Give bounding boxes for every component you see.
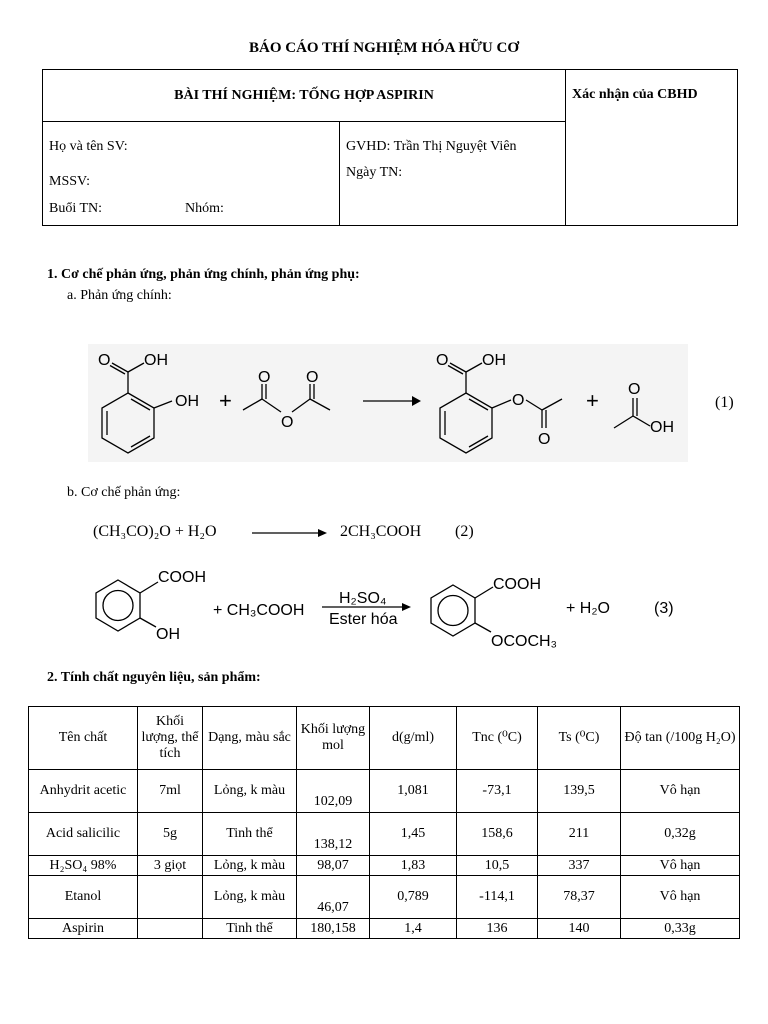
cell: 1,4	[370, 919, 457, 939]
cell: 1,081	[370, 770, 457, 813]
col-header-density: d(g/ml)	[370, 707, 457, 770]
instructor-label: GVHD: Trần Thị Nguyệt Viên	[346, 139, 517, 154]
label-o: O	[512, 392, 525, 409]
cell: 3 giọt	[138, 856, 203, 876]
student-info-cell	[43, 122, 340, 226]
cell: 136	[457, 919, 538, 939]
cell: 0,789	[370, 876, 457, 919]
cell	[138, 876, 203, 919]
col-header-name: Tên chất	[29, 707, 138, 770]
cell: 10,5	[457, 856, 538, 876]
cell: 337	[538, 856, 621, 876]
cell: Aspirin	[29, 919, 138, 939]
equation-3-catalyst: H₂SO₄	[339, 590, 387, 607]
equation-3-reagent: + CH₃COOH	[213, 602, 305, 619]
cell: 211	[538, 813, 621, 856]
cell: Tinh thể	[203, 813, 297, 856]
table-row	[29, 919, 740, 939]
col-header-solubility: Độ tan (/100g H₂O)	[621, 707, 740, 770]
cell: 102,09	[297, 770, 370, 813]
cell: -73,1	[457, 770, 538, 813]
aromatic-circle	[103, 591, 133, 621]
cell: Lỏng, k màu	[203, 770, 297, 813]
label-oh: OH	[144, 352, 168, 369]
col-header-appearance: Dạng, màu sắc	[203, 707, 297, 770]
equation-2-reactants: (CH₃CO)₂O + H₂O	[93, 523, 217, 540]
label-o: O	[258, 369, 271, 386]
cell: 139,5	[538, 770, 621, 813]
experiment-title-cell	[43, 70, 566, 122]
label-o: O	[98, 352, 111, 369]
label-oh: OH	[650, 419, 674, 436]
cell: -114,1	[457, 876, 538, 919]
equation-3-condition: Ester hóa	[329, 611, 398, 628]
header-table	[42, 69, 738, 226]
label-o: O	[306, 369, 319, 386]
plus-sign: +	[219, 388, 232, 413]
report-title: BÁO CÁO THÍ NGHIỆM HÓA HỮU CƠ	[248, 40, 520, 56]
cell: Anhydrit acetic	[29, 770, 138, 813]
cell: 1,83	[370, 856, 457, 876]
equation-3-water: + H₂O	[566, 600, 610, 617]
cell: 158,6	[457, 813, 538, 856]
cell: H₂SO₄ 98%	[29, 856, 138, 876]
table-header-row	[29, 707, 740, 770]
cell: 5g	[138, 813, 203, 856]
label-cooh: COOH	[158, 569, 206, 586]
subsection-a: a. Phản ứng chính:	[67, 288, 172, 303]
cell: 1,45	[370, 813, 457, 856]
cell: 0,33g	[621, 919, 740, 939]
label-o: O	[628, 381, 641, 398]
subsection-b: b. Cơ chế phản ứng:	[67, 485, 181, 500]
col-header-amount: Khối lượng, thể tích	[138, 707, 203, 770]
cell: Lỏng, k màu	[203, 856, 297, 876]
cell: 140	[538, 919, 621, 939]
table-row	[29, 876, 740, 919]
cell: 0,32g	[621, 813, 740, 856]
cell: Vô hạn	[621, 876, 740, 919]
cell: 46,07	[297, 876, 370, 919]
label-ococh3: OCOCH₃	[491, 633, 558, 650]
table-row	[29, 813, 740, 856]
cell: Acid salicilic	[29, 813, 138, 856]
table-row	[29, 856, 740, 876]
equation-2-number: (2)	[455, 523, 474, 540]
main-reaction-scheme	[0, 340, 768, 470]
col-header-boiling-point: Ts (⁰C)	[538, 707, 621, 770]
equation-2-product: 2CH₃COOH	[340, 523, 422, 540]
equation-1-number: (1)	[715, 394, 734, 411]
student-name-label: Họ và tên SV:	[49, 139, 128, 154]
equation-3-number: (3)	[654, 600, 674, 617]
approval-label: Xác nhận của CBHD	[572, 87, 698, 102]
student-id-label: MSSV:	[49, 174, 90, 189]
label-o: O	[436, 352, 449, 369]
cell: 138,12	[297, 813, 370, 856]
cell: Lỏng, k màu	[203, 876, 297, 919]
label-o: O	[538, 431, 551, 448]
col-header-melting-point: Tnc (⁰C)	[457, 707, 538, 770]
label-oh: OH	[482, 352, 506, 369]
cell: Tinh thể	[203, 919, 297, 939]
label-oh: OH	[156, 626, 180, 643]
experiment-title: BÀI THÍ NGHIỆM: TỐNG HỢP ASPIRIN	[174, 88, 434, 103]
aromatic-circle	[438, 596, 468, 626]
date-label: Ngày TN:	[346, 165, 403, 180]
equation-2-arrow	[252, 526, 328, 540]
cell: 78,37	[538, 876, 621, 919]
cell: 98,07	[297, 856, 370, 876]
col-header-molar-mass: Khối lượng mol	[297, 707, 370, 770]
cell	[138, 919, 203, 939]
cell: 7ml	[138, 770, 203, 813]
cell: 180,158	[297, 919, 370, 939]
cell: Vô hạn	[621, 770, 740, 813]
label-o: O	[281, 414, 294, 431]
approval-cell	[566, 70, 738, 226]
equation-3-scheme	[80, 560, 680, 652]
section2-heading: 2. Tính chất nguyên liệu, sản phẩm:	[47, 670, 261, 685]
cell: Etanol	[29, 876, 138, 919]
instructor-cell	[340, 122, 566, 226]
cell: Vô hạn	[621, 856, 740, 876]
label-oh: OH	[175, 393, 199, 410]
label-cooh: COOH	[493, 576, 541, 593]
plus-sign: +	[586, 388, 599, 413]
group-label: Nhóm:	[185, 201, 224, 216]
equation-3-arrow-head	[402, 603, 411, 611]
properties-table	[28, 706, 740, 939]
section1-heading: 1. Cơ chế phản ứng, phản ứng chính, phản ứng phụ:	[47, 267, 360, 282]
table-row	[29, 770, 740, 813]
session-label: Buổi TN:	[49, 201, 103, 216]
